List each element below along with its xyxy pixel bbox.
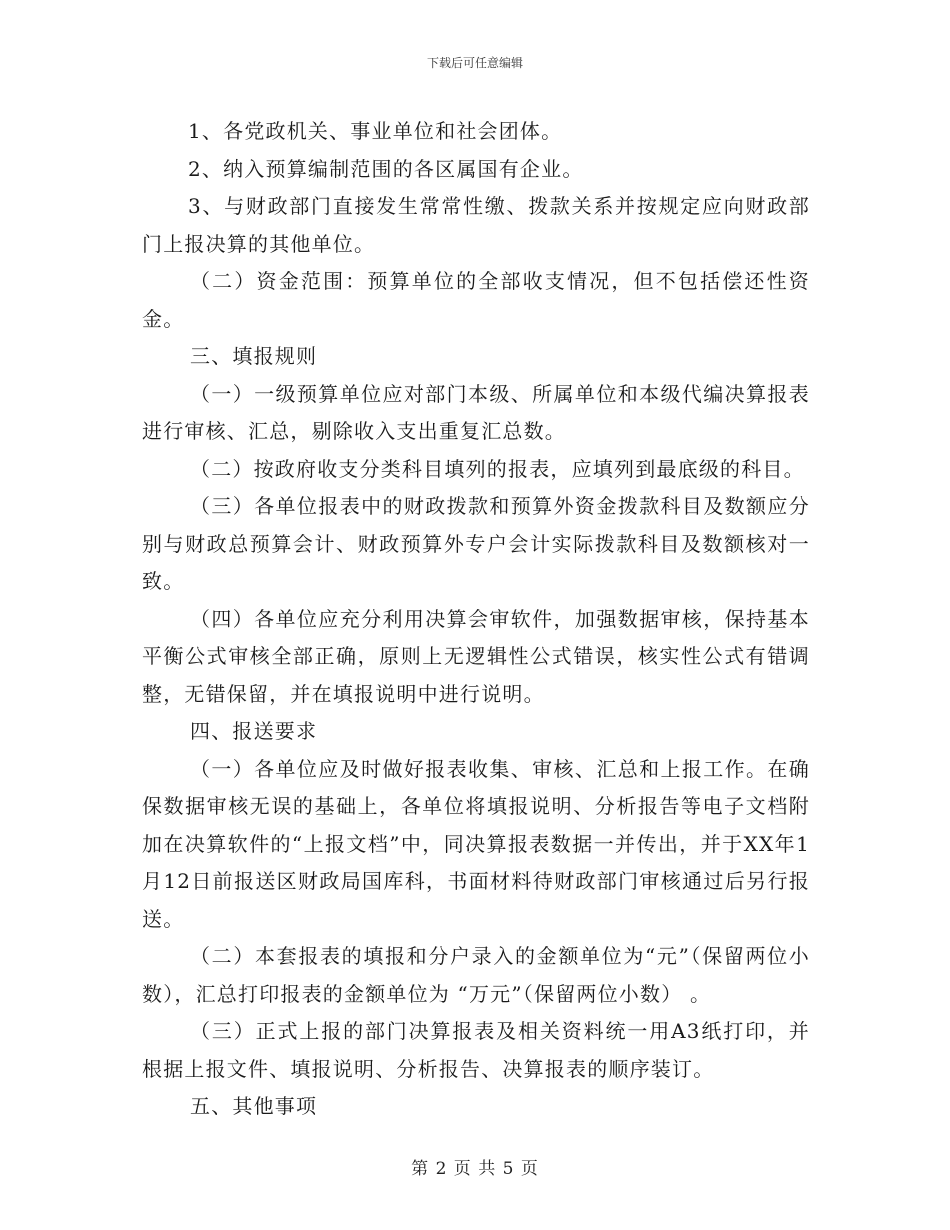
section-heading-other: 五、其他事项 bbox=[190, 1094, 318, 1118]
section-heading-submission: 四、报送要求 bbox=[190, 719, 318, 743]
paragraph-submission-3: （三）正式上报的部门决算报表及相关资料统一用A3纸打印，并根据上报文件、填报说明、分析报告、决算报表的顺序装订。 bbox=[142, 1019, 810, 1081]
paragraph-fund-scope: （二）资金范围：预算单位的全部收支情况，但不包括偿还性资金。 bbox=[142, 269, 810, 331]
paragraph-rule-3: （三）各单位报表中的财政拨款和预算外资金拨款科目及数额应分别与财政总预算会计、财政预算外专户会计实际拨款科目及数额核对一致。 bbox=[142, 494, 810, 593]
paragraph-rule-4: （四）各单位应充分利用决算会审软件，加强数据审核，保持基本平衡公式审核全部正确，原则上无逻辑性公式错误，核实性公式有错调整，无错保留，并在填报说明中进行说明。 bbox=[142, 606, 810, 706]
paragraph-rule-1: （一）一级预算单位应对部门本级、所属单位和本级代编决算报表进行审核、汇总，剔除收入支出重复汇总数。 bbox=[142, 381, 810, 443]
paragraph-submission-1: （一）各单位应及时做好报表收集、审核、汇总和上报工作。在确保数据审核无误的基础上，各单位将填报说明、分析报告等电子文档附加在决算软件的“上报文档”中，同决算报表数据一并传出，并于XX年1月12日前报送区财政局国库科，书面材料待财政部门审核通过后另行报送。 bbox=[142, 756, 810, 931]
paragraph-rule-2: （二）按政府收支分类科目填列的报表，应填列到最底级的科目。 bbox=[190, 456, 805, 481]
paragraph-scope-item-3: 3、与财政部门直接发生常常性缴、拨款关系并按规定应向财政部门上报决算的其他单位。 bbox=[142, 194, 810, 256]
paragraph-submission-2: （二）本套报表的填报和分户录入的金额单位为“元”（保留两位小数），汇总打印报表的金额单位为 “万元”（保留两位小数） 。 bbox=[142, 944, 810, 1006]
page-header-note: 下载后可任意编辑 bbox=[426, 56, 523, 70]
section-heading-rules: 三、填报规则 bbox=[190, 344, 318, 368]
paragraph-scope-item-1: 1、各党政机关、事业单位和社会团体。 bbox=[188, 119, 563, 143]
document-body bbox=[142, 113, 810, 1126]
page-number-footer: 第 2 页 共 5 页 bbox=[411, 1159, 539, 1179]
paragraph-scope-item-2: 2、纳入预算编制范围的各区属国有企业。 bbox=[188, 156, 584, 181]
